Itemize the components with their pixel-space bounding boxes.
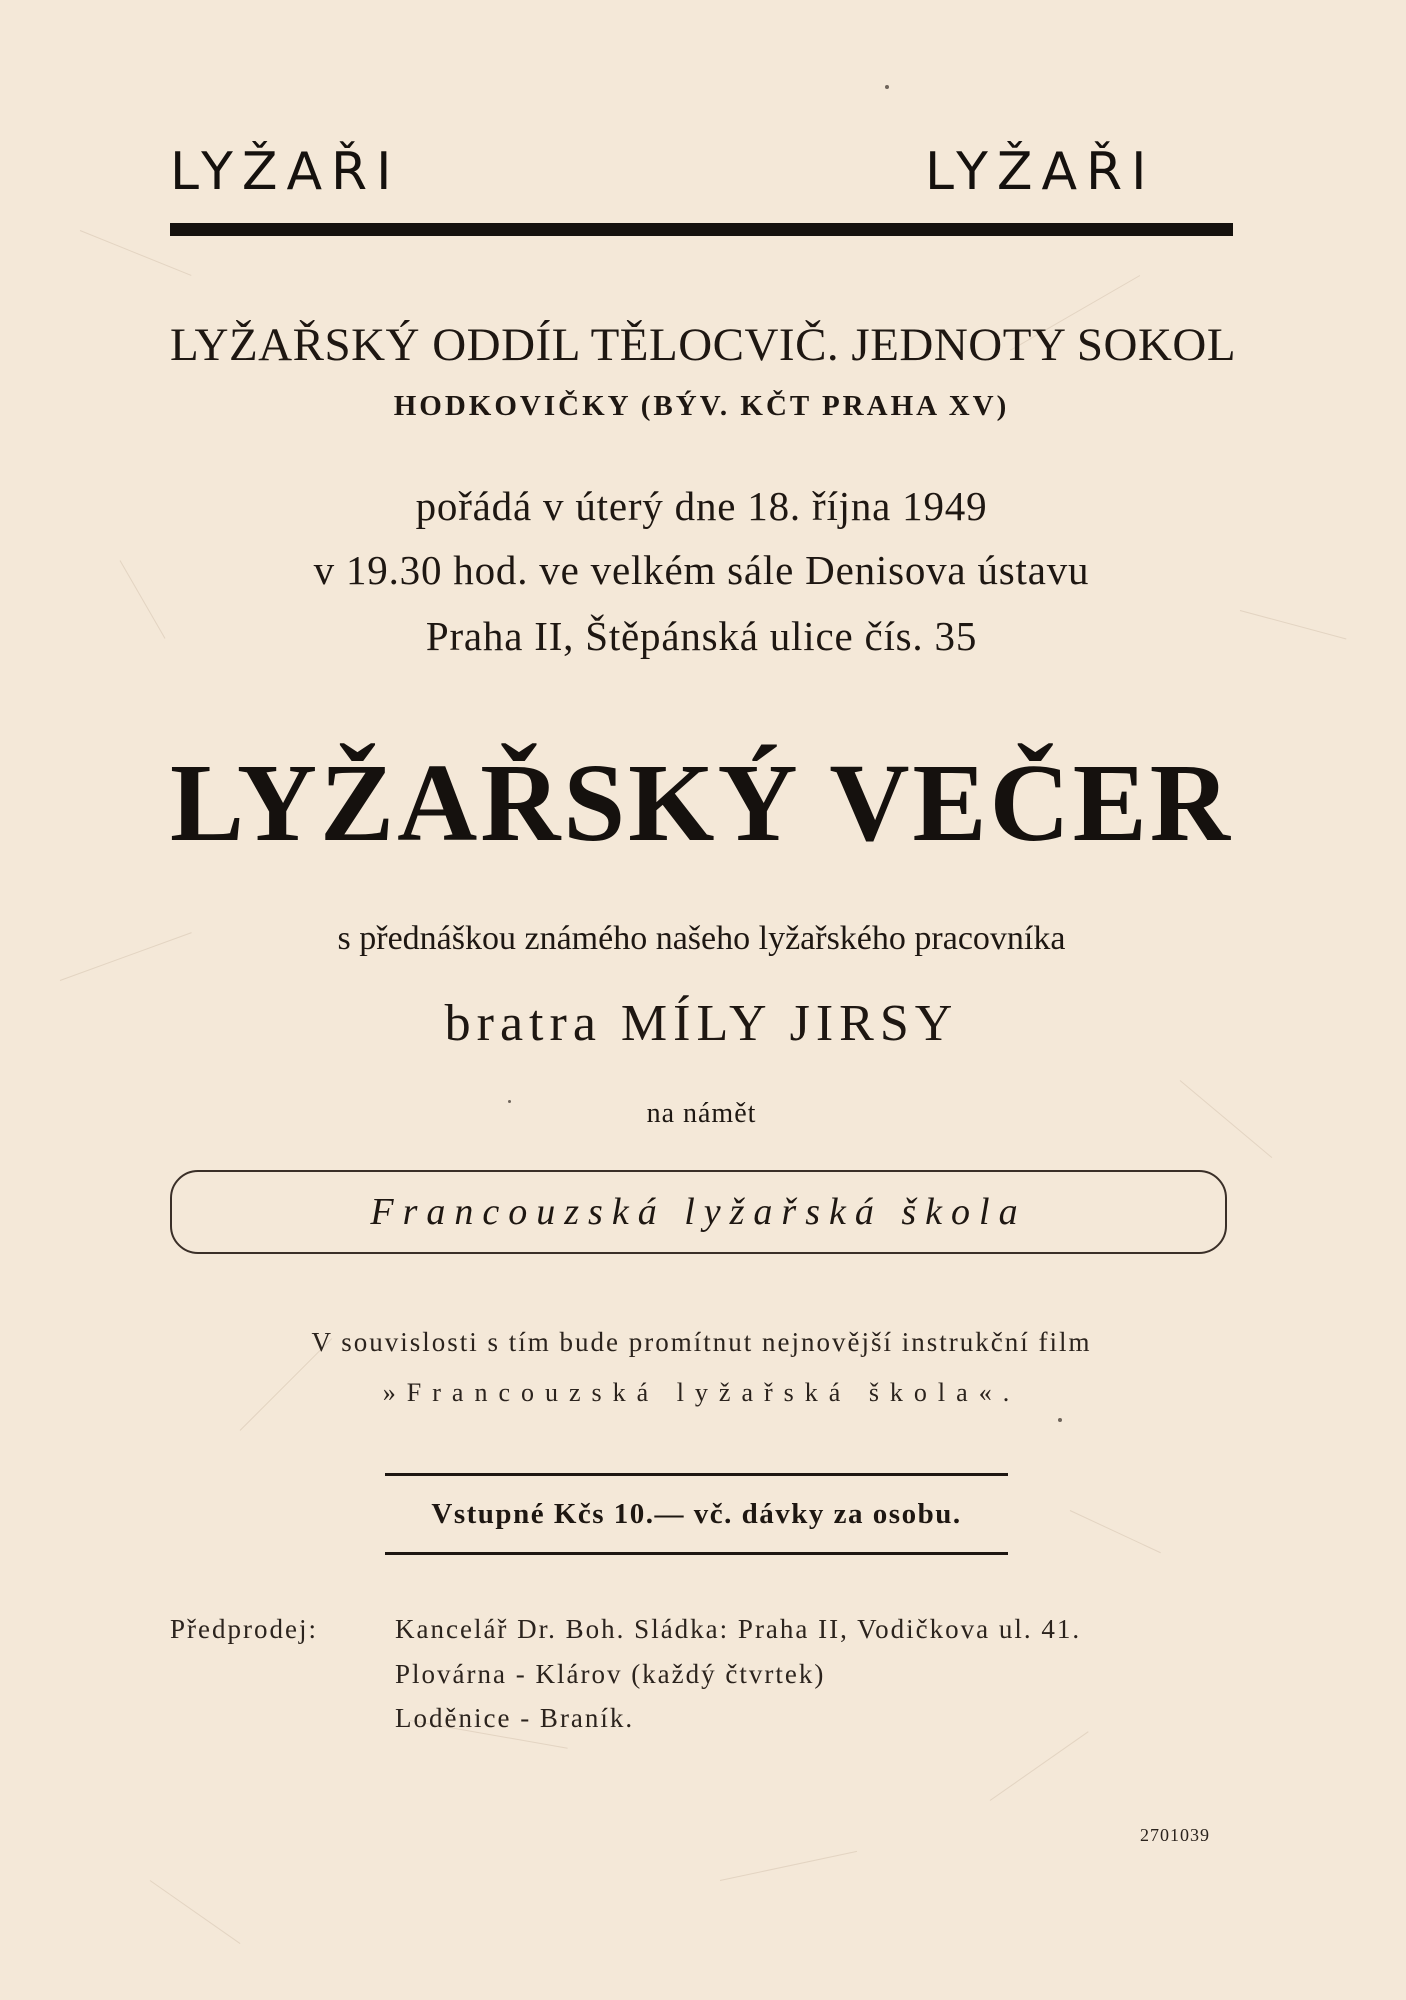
admission-top-rule [385,1473,1008,1476]
presale-location-3: Loděnice - Braník. [395,1703,635,1733]
paper-speck [885,85,889,89]
organizer-subtitle: HODKOVIČKY (BÝV. KČT PRAHA XV) [393,390,1010,422]
header-divider [170,223,1233,236]
print-serial-number: 2701039 [1140,1825,1210,1845]
paper-speck [1058,1418,1062,1422]
film-title: »Francouzská lyžařská škola«. [382,1378,1021,1407]
header-left-word: LYŽAŘI [170,142,401,202]
presale-location-2: Plovárna - Klárov (každý čtvrtek) [395,1659,826,1689]
event-title: LYŽAŘSKÝ VEČER [170,742,1233,865]
topic-intro: na námět [646,1098,757,1129]
event-date: pořádá v úterý dne 18. října 1949 [415,483,988,529]
event-address: Praha II, Štěpánská ulice čís. 35 [425,613,978,659]
presale-label: Předprodej: [170,1614,318,1644]
admission-price: Vstupné Kčs 10.— vč. dávky za osobu. [431,1498,962,1530]
admission-bottom-rule [385,1552,1008,1555]
presale-location-1: Kancelář Dr. Boh. Sládka: Praha II, Vodičkova ul. 41. [395,1614,1082,1644]
film-description: V souvislosti s tím bude promítnut nejnovější instrukční film [311,1327,1092,1357]
header-right-word: LYŽAŘI [925,142,1156,202]
event-time-venue: v 19.30 hod. ve velkém sále Denisova ústavu [313,547,1090,593]
organizer-name: LYŽAŘSKÝ ODDÍL TĚLOCVIČ. JEDNOTY SOKOL [170,319,1237,371]
lecture-topic: Francouzská lyžařská škola [370,1191,1027,1233]
lecture-description: s přednáškou známého našeho lyžařského pracovníka [337,920,1066,957]
speaker-name: bratra MÍLY JIRSY [444,995,959,1052]
